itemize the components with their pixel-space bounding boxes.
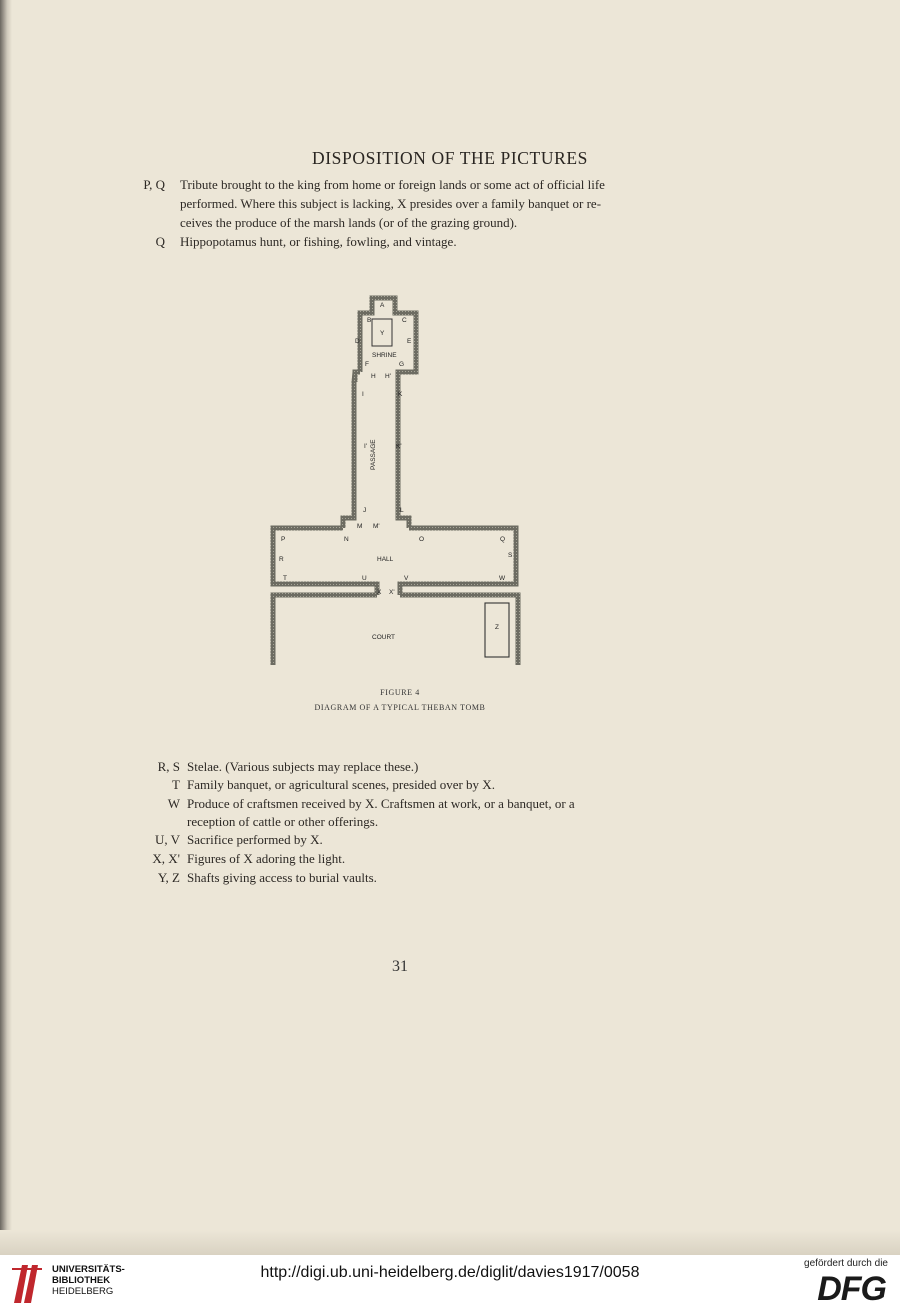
- legend-text: Figures of X adoring the light.: [187, 851, 346, 866]
- label-court: COURT: [372, 634, 395, 641]
- label-hall: HALL: [377, 556, 394, 563]
- viewer-footer: [0, 1255, 900, 1314]
- label-h-prime: H': [385, 373, 391, 380]
- legend-text: reception of cattle or other offerings.: [187, 814, 379, 829]
- legend-key: R, S: [157, 759, 180, 774]
- library-line-2: BIBLIOTHEK: [52, 1275, 111, 1286]
- legend-key: T: [172, 777, 180, 792]
- legend-key: X, X': [152, 851, 180, 866]
- library-line-3: HEIDELBERG: [52, 1286, 114, 1297]
- legend-text: Produce of craftsmen received by X. Craftsmen at work, or a banquet, or a: [187, 796, 575, 811]
- label-g: G: [399, 361, 405, 368]
- label-l: L: [400, 507, 404, 514]
- page-bottom-shade: [0, 1230, 900, 1255]
- label-f: F: [365, 361, 369, 368]
- label-s: S: [508, 552, 513, 559]
- label-x-prime: X': [389, 589, 395, 596]
- label-k-prime: K': [396, 443, 402, 450]
- label-k: K: [398, 391, 403, 398]
- label-shrine: SHRINE: [372, 352, 397, 359]
- label-p: P: [281, 536, 286, 543]
- tomb-plan-diagram: [255, 290, 535, 680]
- label-m: M: [357, 523, 363, 530]
- legend-key: W: [167, 796, 180, 811]
- legend-text: Tribute brought to the king from home or foreign lands or some act of official life: [180, 177, 605, 192]
- legend-key: P, Q: [143, 177, 165, 192]
- label-i-prime: I': [364, 443, 368, 450]
- label-e: E: [407, 338, 412, 345]
- label-i: I: [362, 391, 364, 398]
- label-x: X: [377, 589, 382, 596]
- label-d: D: [355, 338, 360, 345]
- label-passage: PASSAGE: [370, 439, 377, 470]
- label-j: J: [363, 507, 367, 514]
- legend-text: Shafts giving access to burial vaults.: [187, 870, 377, 885]
- page-edge-shadow: [0, 0, 12, 1255]
- label-w: W: [499, 575, 506, 582]
- legend-text: Sacrifice performed by X.: [187, 832, 323, 847]
- label-y: Y: [380, 330, 385, 337]
- figure-number: FIGURE 4: [380, 688, 420, 697]
- page-number: 31: [392, 958, 408, 975]
- label-t: T: [283, 575, 287, 582]
- label-m-prime: M': [373, 523, 380, 530]
- label-u: U: [362, 575, 367, 582]
- label-z: Z: [495, 624, 499, 631]
- permalink-url[interactable]: http://digi.ub.uni-heidelberg.de/diglit/davies1917/0058: [260, 1264, 640, 1281]
- label-v: V: [404, 575, 409, 582]
- dfg-logo: DFG: [817, 1270, 886, 1308]
- legend-key: Q: [155, 234, 165, 249]
- funded-by-label: gefördert durch die: [804, 1258, 888, 1269]
- label-q: Q: [500, 536, 506, 543]
- legend-text: Stelae. (Various subjects may replace these.): [187, 759, 419, 774]
- legend-text: Family banquet, or agricultural scenes, presided over by X.: [187, 777, 495, 792]
- legend-text: ceives the produce of the marsh lands (or of the grazing ground).: [180, 215, 518, 230]
- legend-text: performed. Where this subject is lacking, X presides over a family banquet or re-: [180, 196, 602, 211]
- legend-key: Y, Z: [157, 870, 180, 885]
- label-a: A: [380, 302, 385, 309]
- page-title: DISPOSITION OF THE PICTURES: [312, 148, 588, 168]
- library-line-1: UNIVERSITÄTS-: [52, 1264, 125, 1275]
- figure-caption: DIAGRAM OF A TYPICAL THEBAN TOMB: [314, 703, 486, 712]
- label-b: B: [367, 317, 372, 324]
- label-n: N: [344, 536, 349, 543]
- label-c: C: [402, 317, 407, 324]
- legend-text: Hippopotamus hunt, or fishing, fowling, and vintage.: [180, 234, 457, 249]
- label-h: H: [371, 373, 376, 380]
- legend-key: U, V: [154, 832, 180, 847]
- label-o: O: [419, 536, 425, 543]
- label-r: R: [279, 556, 284, 563]
